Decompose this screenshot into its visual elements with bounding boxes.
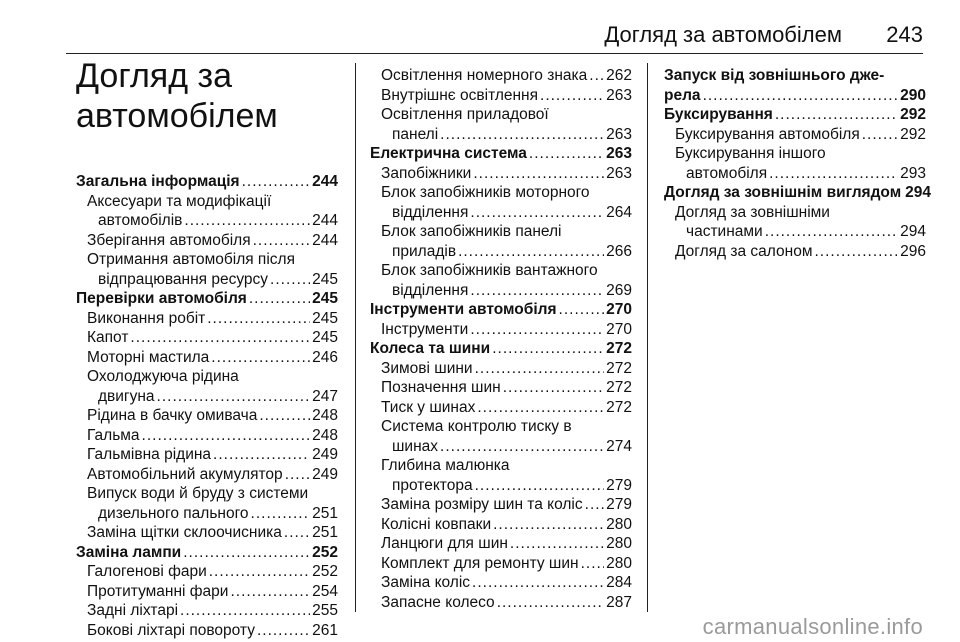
toc-entry-title: Галогенові фари xyxy=(87,563,207,580)
toc-entry[interactable] xyxy=(76,192,338,231)
toc-column-3 xyxy=(664,66,932,261)
toc-section[interactable] xyxy=(76,289,338,309)
toc-entry-page: 245 xyxy=(312,309,338,327)
toc-entry-page: 269 xyxy=(606,281,632,299)
dot-leader xyxy=(477,398,604,418)
toc-entry-page: 244 xyxy=(312,212,338,229)
toc-entry-continuation[interactable] xyxy=(370,242,632,262)
toc-entry[interactable] xyxy=(370,86,632,106)
toc-entry-page: 284 xyxy=(606,574,632,591)
toc-entry-title: шинах xyxy=(392,437,439,455)
toc-entry[interactable] xyxy=(664,125,926,145)
toc-entry-title-line: Випуск води й бруду з системи xyxy=(87,485,309,502)
header-title: Догляд за автомобілем xyxy=(604,22,842,47)
toc-entry-title-line: Блок запобіжників вантажного xyxy=(381,262,598,279)
toc-entry-page: 249 xyxy=(312,446,338,463)
toc-entry-title: Буксирування автомобіля xyxy=(675,125,860,143)
toc-entry[interactable] xyxy=(370,261,632,300)
toc-entry-title: Освітлення номерного знака xyxy=(381,67,588,84)
toc-entry-page: 292 xyxy=(900,106,926,123)
toc-entry-page: 272 xyxy=(606,379,632,396)
toc-entry-title: Ланцюги для шин xyxy=(381,535,508,552)
toc-entry-page: 280 xyxy=(606,515,632,533)
toc-entry-page: 264 xyxy=(606,203,632,221)
toc-section[interactable] xyxy=(664,66,926,105)
toc-entry-title: Інструменти автомобіля xyxy=(370,301,557,318)
toc-entry-page: 248 xyxy=(312,426,338,444)
toc-entry-page: 248 xyxy=(312,407,338,424)
toc-entry-page: 280 xyxy=(606,535,632,552)
toc-entry-title: Протитуманні фари xyxy=(87,582,229,600)
toc-entry-page: 272 xyxy=(606,359,632,377)
toc-entry-continuation[interactable] xyxy=(664,164,926,184)
column-divider-1 xyxy=(355,63,356,612)
dot-leader xyxy=(470,203,604,223)
watermark: carmanualsonline.info xyxy=(702,614,923,639)
toc-entry[interactable] xyxy=(370,359,632,379)
toc-section[interactable] xyxy=(370,144,632,164)
toc-entry-page: 272 xyxy=(606,340,632,357)
toc-entry-title: Колісні ковпаки xyxy=(381,515,492,533)
toc-entry[interactable] xyxy=(370,495,632,515)
toc-entry-title: протектора xyxy=(392,476,473,494)
header-rule xyxy=(66,53,923,54)
toc-entry-page: 245 xyxy=(312,270,338,288)
toc-entry[interactable] xyxy=(370,417,632,456)
toc-entry[interactable] xyxy=(76,621,338,641)
toc-entry-title: Догляд за салоном xyxy=(675,242,813,260)
toc-entry[interactable] xyxy=(76,250,338,289)
toc-entry-title: Заміна розміру шин та коліс xyxy=(381,496,583,513)
toc-entry-title: Заміна лампи xyxy=(76,543,182,561)
toc-entry-page: 263 xyxy=(606,164,632,182)
toc-entry-page: 263 xyxy=(606,86,632,104)
toc-entry-title: Зберігання автомобіля xyxy=(87,231,251,249)
toc-entry-page: 287 xyxy=(606,593,632,611)
toc-entry-title-line: Буксирування іншого xyxy=(675,145,826,162)
toc-entry-continuation[interactable] xyxy=(370,125,632,145)
toc-entry-page: 263 xyxy=(606,145,632,162)
dot-leader xyxy=(540,86,604,106)
dot-leader xyxy=(581,554,605,574)
chapter-title-line-2: автомобілем xyxy=(76,97,278,135)
toc-entry-title: Бокові ліхтарі повороту xyxy=(87,621,255,639)
dot-leader xyxy=(249,289,310,309)
toc-entry-title: двигуна xyxy=(98,387,155,405)
toc-entry-title: Перевірки автомобіля xyxy=(76,290,247,307)
toc-entry-title: відпрацювання ресурсу xyxy=(98,270,269,288)
toc-entry-title: Загальна інформація xyxy=(76,173,240,190)
toc-entry-page: 274 xyxy=(606,437,632,455)
dot-leader xyxy=(207,309,310,329)
toc-entry[interactable] xyxy=(664,144,926,183)
toc-entry[interactable] xyxy=(76,445,338,465)
toc-section-continuation[interactable] xyxy=(664,86,926,106)
dot-leader xyxy=(475,359,605,379)
toc-entry-continuation[interactable] xyxy=(370,281,632,301)
toc-entry[interactable] xyxy=(76,465,338,485)
dot-leader xyxy=(473,164,604,184)
toc-entry-title-line: Система контролю тиску в xyxy=(381,418,572,435)
toc-entry-page: 251 xyxy=(312,524,338,541)
chapter-title-line-1: Догляд за xyxy=(76,57,233,95)
toc-entry-page: 252 xyxy=(312,563,338,580)
toc-entry-title: Виконання робіт xyxy=(87,309,206,327)
toc-entry-title: Заміна щітки склоочисника xyxy=(87,524,282,541)
toc-entry-page: 294 xyxy=(905,184,932,201)
toc-entry-title: приладів xyxy=(392,242,457,260)
toc-entry[interactable] xyxy=(370,456,632,495)
dot-leader xyxy=(230,582,310,602)
dot-leader xyxy=(475,476,605,496)
toc-entry-continuation[interactable] xyxy=(370,437,632,457)
toc-section[interactable] xyxy=(76,172,338,192)
toc-entry[interactable] xyxy=(76,426,338,446)
toc-entry-page: 255 xyxy=(312,602,338,619)
chapter-title xyxy=(76,56,346,136)
toc-entry[interactable] xyxy=(370,534,632,554)
toc-entry-page: 246 xyxy=(312,348,338,366)
toc-entry-title: Комплект для ремонту шин xyxy=(381,554,579,572)
dot-leader xyxy=(529,144,604,164)
toc-entry-title: Інструменти xyxy=(381,320,469,338)
toc-entry-title: Зимові шини xyxy=(381,359,473,377)
toc-entry-page: 261 xyxy=(312,621,338,639)
toc-entry-page: 244 xyxy=(312,173,338,190)
toc-entry-page: 254 xyxy=(312,582,338,600)
toc-entry-title: дизельного пального xyxy=(98,504,249,522)
dot-leader xyxy=(492,339,604,359)
dot-leader xyxy=(130,328,310,348)
toc-entry-page: 270 xyxy=(606,301,632,318)
dot-leader xyxy=(257,621,310,641)
dot-leader xyxy=(211,348,310,368)
toc-section[interactable] xyxy=(76,543,338,563)
toc-entry-title: Колеса та шини xyxy=(370,340,491,357)
dot-leader xyxy=(472,573,604,593)
toc-entry-title: Запобіжники xyxy=(381,164,472,182)
toc-section[interactable] xyxy=(370,339,632,359)
dot-leader xyxy=(769,164,898,184)
dot-leader xyxy=(284,523,310,543)
toc-entry[interactable] xyxy=(370,164,632,184)
toc-entry-page: 296 xyxy=(900,242,926,260)
toc-entry-title: панелі xyxy=(392,125,439,143)
dot-leader xyxy=(251,504,311,524)
dot-leader xyxy=(470,320,604,340)
dot-leader xyxy=(765,222,898,242)
toc-entry-title: Рідина в бачку омивача xyxy=(87,407,258,424)
dot-leader xyxy=(559,300,605,320)
toc-entry-title-line: Отримання автомобіля після xyxy=(87,251,295,268)
dot-leader xyxy=(440,125,604,145)
column-divider-2 xyxy=(647,63,648,612)
toc-entry-page: 280 xyxy=(606,554,632,572)
dot-leader xyxy=(259,406,310,426)
toc-entry-page: 245 xyxy=(312,329,338,346)
toc-section[interactable] xyxy=(370,300,632,320)
toc-entry[interactable] xyxy=(370,573,632,593)
toc-entry-page: 292 xyxy=(900,125,926,143)
dot-leader xyxy=(497,593,604,613)
toc-entry-title: Заміна коліс xyxy=(381,574,471,591)
toc-entry-page: 245 xyxy=(312,290,338,307)
toc-entry[interactable] xyxy=(370,378,632,398)
toc-entry-continuation[interactable] xyxy=(76,270,338,290)
dot-leader xyxy=(142,426,311,446)
toc-entry-title: відділення xyxy=(392,203,469,221)
toc-entry[interactable] xyxy=(76,406,338,426)
toc-entry-title: Позначення шин xyxy=(381,379,501,396)
dot-leader xyxy=(503,378,604,398)
toc-entry[interactable] xyxy=(76,348,338,368)
toc-entry[interactable] xyxy=(76,562,338,582)
toc-entry-title: Буксирування xyxy=(664,106,773,123)
toc-entry-title: автомобіля xyxy=(686,164,768,182)
toc-entry-title: Автомобільний акумулятор xyxy=(87,465,283,483)
toc-entry-title: Внутрішнє освітлення xyxy=(381,86,539,104)
toc-section[interactable] xyxy=(664,183,932,203)
toc-entry-title: Запасне колесо xyxy=(381,593,495,611)
toc-entry[interactable] xyxy=(370,105,632,144)
toc-entry-continuation[interactable] xyxy=(370,203,632,223)
toc-entry[interactable] xyxy=(76,601,338,621)
toc-entry-page: 244 xyxy=(312,231,338,249)
toc-entry-title: відділення xyxy=(392,281,469,299)
dot-leader xyxy=(510,534,604,554)
toc-entry-title: частинами xyxy=(686,223,763,240)
dot-leader xyxy=(183,543,310,563)
dot-leader xyxy=(458,242,604,262)
dot-leader xyxy=(180,601,310,621)
page-header xyxy=(66,0,960,56)
toc-entry[interactable] xyxy=(664,203,926,242)
toc-entry-page: 251 xyxy=(312,504,338,522)
toc-entry-continuation[interactable] xyxy=(370,476,632,496)
header-page-number: 243 xyxy=(886,22,923,47)
toc-entry[interactable] xyxy=(370,515,632,535)
toc-entry-page: 279 xyxy=(606,476,632,494)
toc-entry-title-line: Глибина малюнка xyxy=(381,457,510,474)
toc-entry-page: 294 xyxy=(900,223,926,240)
toc-entry-page: 252 xyxy=(312,543,338,561)
toc-entry-title: Електрична система xyxy=(370,145,527,162)
toc-entry-page: 272 xyxy=(606,398,632,416)
toc-section-title-line: Запуск від зовнішнього дже- xyxy=(664,67,885,84)
toc-entry-title: Задні ліхтарі xyxy=(87,602,179,619)
dot-leader xyxy=(157,387,311,407)
toc-entry-page: 249 xyxy=(312,465,338,483)
dot-leader xyxy=(703,86,899,106)
dot-leader xyxy=(493,515,604,535)
toc-entry-page: 266 xyxy=(606,242,632,260)
toc-entry-continuation[interactable] xyxy=(76,211,338,231)
toc-entry-title: автомобілів xyxy=(98,212,183,229)
toc-entry-page: 262 xyxy=(606,67,632,84)
toc-entry[interactable] xyxy=(76,367,338,406)
toc-entry[interactable] xyxy=(370,398,632,418)
toc-column-2 xyxy=(370,66,632,612)
toc-entry-title-line: Освітлення приладової xyxy=(381,106,549,123)
toc-entry-continuation[interactable] xyxy=(76,387,338,407)
toc-entry-title: Гальмівна рідина xyxy=(87,446,212,463)
toc-entry[interactable] xyxy=(370,66,632,86)
toc-entry-title-line: Блок запобіжників панелі xyxy=(381,223,562,240)
toc-entry-title: Капот xyxy=(87,329,129,346)
dot-leader xyxy=(814,242,898,262)
toc-column-1 xyxy=(76,172,338,640)
toc-entry-title-line: Догляд за зовнішніми xyxy=(675,203,830,221)
toc-entry-title: Догляд за зовнішнім виглядом xyxy=(664,184,902,201)
toc-entry-title: рела xyxy=(664,86,701,104)
toc-entry-page: 293 xyxy=(900,164,926,182)
dot-leader xyxy=(440,437,604,457)
toc-entry-continuation[interactable] xyxy=(76,504,338,524)
toc-entry[interactable] xyxy=(76,328,338,348)
dot-leader xyxy=(862,125,898,145)
toc-entry-title-line: Аксесуари та модифікації xyxy=(87,192,272,210)
toc-section[interactable] xyxy=(664,105,926,125)
toc-entry-continuation[interactable] xyxy=(664,222,926,242)
toc-entry-page: 263 xyxy=(606,125,632,143)
toc-entry-page: 270 xyxy=(606,320,632,338)
dot-leader xyxy=(209,562,310,582)
dot-leader xyxy=(253,231,311,251)
toc-entry-title-line: Блок запобіжників моторного xyxy=(381,184,590,201)
toc-entry[interactable] xyxy=(76,484,338,523)
dot-leader xyxy=(775,105,898,125)
dot-leader xyxy=(585,495,604,515)
toc-entry-page: 247 xyxy=(312,387,338,405)
dot-leader xyxy=(213,445,310,465)
toc-entry[interactable] xyxy=(370,593,632,613)
toc-entry-title-line: Охолоджуюча рідина xyxy=(87,368,239,385)
dot-leader xyxy=(184,211,310,231)
toc-entry-page: 279 xyxy=(606,496,632,513)
toc-entry-page: 290 xyxy=(900,86,926,104)
dot-leader xyxy=(470,281,604,301)
toc-entry[interactable] xyxy=(370,554,632,574)
toc-entry[interactable] xyxy=(370,222,632,261)
toc-entry[interactable] xyxy=(370,320,632,340)
dot-leader xyxy=(242,172,311,192)
dot-leader xyxy=(270,270,310,290)
toc-entry[interactable] xyxy=(76,523,338,543)
toc-entry[interactable] xyxy=(76,582,338,602)
dot-leader xyxy=(285,465,310,485)
dot-leader xyxy=(589,66,604,86)
toc-entry-title: Гальма xyxy=(87,426,140,444)
toc-entry[interactable] xyxy=(76,231,338,251)
toc-entry[interactable] xyxy=(76,309,338,329)
toc-entry-title: Тиск у шинах xyxy=(381,398,476,416)
toc-entry-title: Моторні мастила xyxy=(87,348,210,366)
toc-entry[interactable] xyxy=(370,183,632,222)
toc-entry[interactable] xyxy=(664,242,926,262)
